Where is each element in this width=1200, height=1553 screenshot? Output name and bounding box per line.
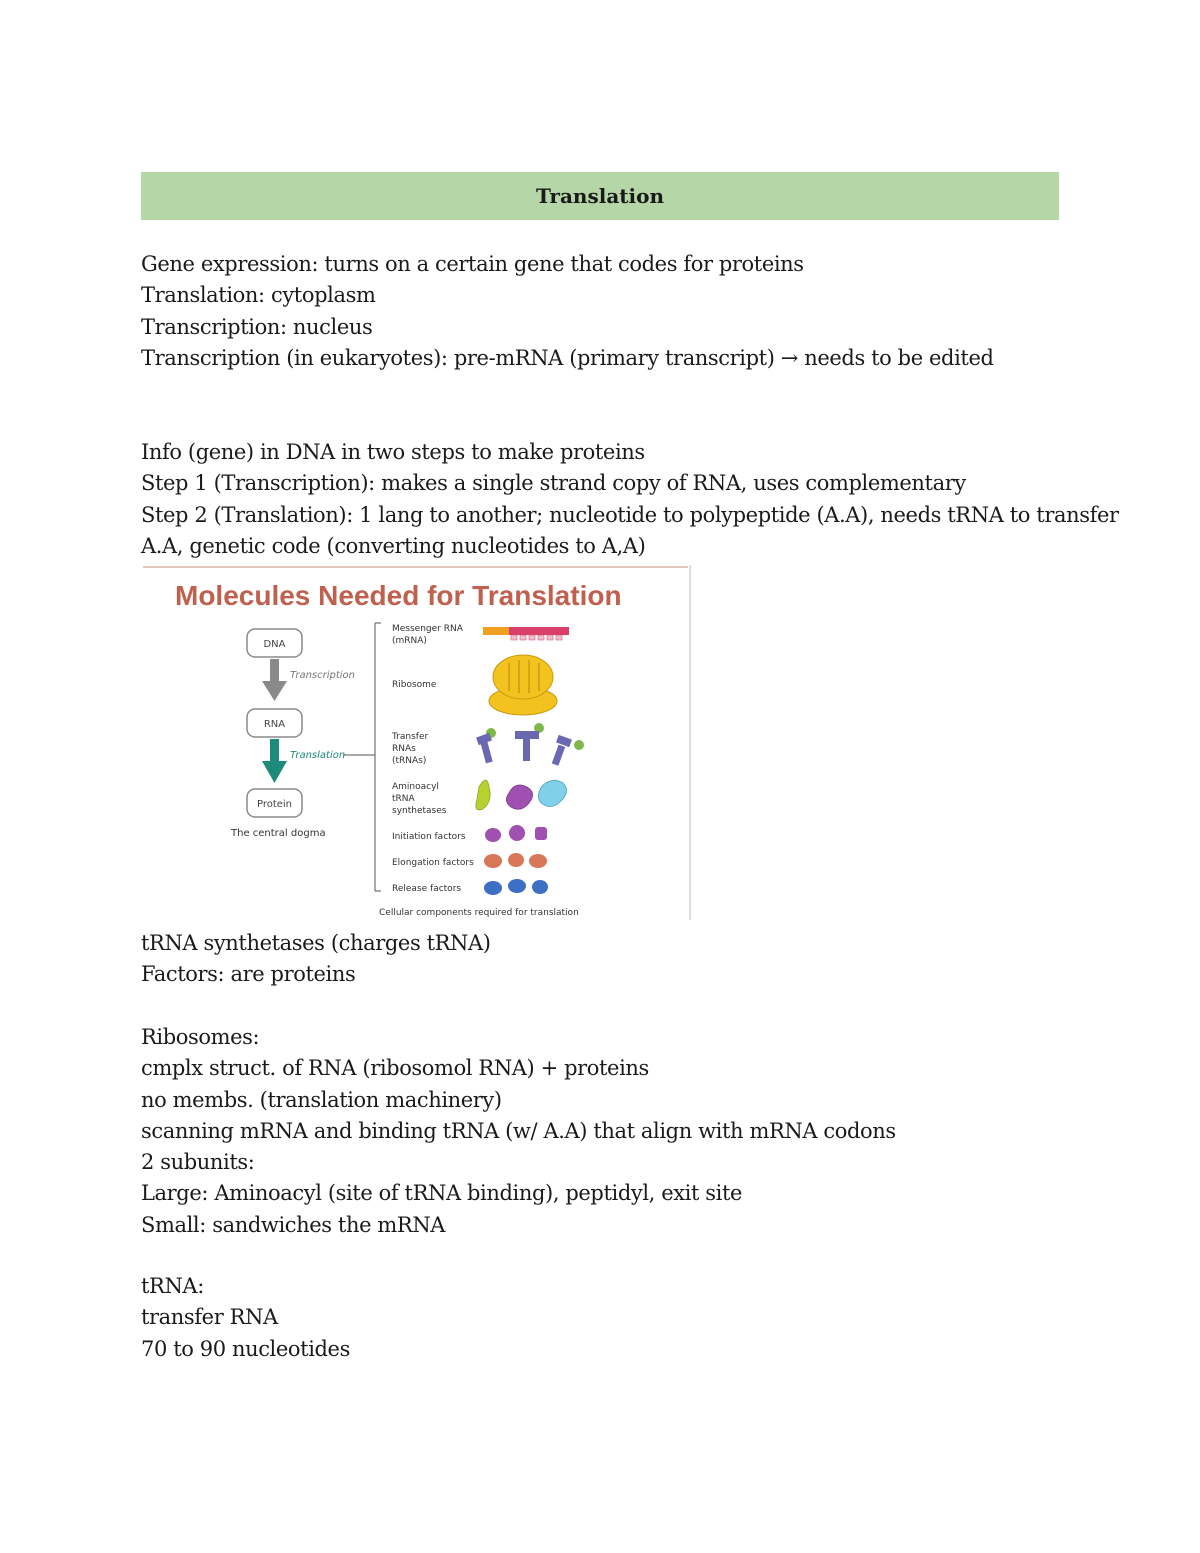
figure-title: Molecules Needed for Translation xyxy=(175,580,622,611)
text-line: Large: Aminoacyl (site of tRNA binding), peptidyl, exit site xyxy=(141,1181,743,1206)
title-banner xyxy=(141,172,1059,220)
ribosome-label: Ribosome xyxy=(392,680,437,690)
text-line: tRNA synthetases (charges tRNA) xyxy=(141,931,491,955)
text-line: no membs. (translation machinery) xyxy=(141,1087,502,1112)
elongation-factors-icon xyxy=(484,853,547,868)
text-line: Ribosomes: xyxy=(141,1025,260,1049)
page-title: Translation xyxy=(536,184,664,208)
notes-section-synthetases xyxy=(141,928,491,991)
release-factors-label: Release factors xyxy=(392,884,462,894)
ribosome-icon xyxy=(489,655,557,715)
release-factors-icon xyxy=(484,879,548,895)
components-caption: Cellular components required for translation xyxy=(379,908,579,918)
translation-arrow-shaft xyxy=(270,739,279,761)
text-line: Small: sandwiches the mRNA xyxy=(141,1212,446,1237)
text-line: 70 to 90 nucleotides xyxy=(141,1336,350,1361)
text-line: scanning mRNA and binding tRNA (w/ A.A) that align with mRNA codons xyxy=(141,1118,896,1143)
text-line: transfer RNA xyxy=(141,1305,278,1330)
notes-section-trna xyxy=(141,1271,350,1365)
text-line: Factors: are proteins xyxy=(141,962,356,987)
trna-label-line2: RNAs xyxy=(392,744,416,754)
transcription-arrow-shaft xyxy=(270,659,279,681)
text-line: Step 1 (Transcription): makes a single strand copy of RNA, uses complementary xyxy=(141,471,966,496)
synthetase-label-line1: Aminoacyl xyxy=(392,782,439,792)
text-line: Transcription (in eukaryotes): pre-mRNA (primary transcript) → needs to be edited xyxy=(141,345,994,370)
text-line: Gene expression: turns on a certain gene that codes for proteins xyxy=(141,252,804,276)
text-line: A.A, genetic code (converting nucleotides to A,A) xyxy=(141,533,646,558)
notes-section-steps xyxy=(141,437,1119,562)
elongation-factors-label: Elongation factors xyxy=(392,858,474,868)
trna-label-line1: Transfer xyxy=(392,732,429,742)
text-line: Translation: cytoplasm xyxy=(141,283,376,308)
trna-label-line3: (tRNAs) xyxy=(392,756,427,766)
text-line: cmplx struct. of RNA (ribosomol RNA) + proteins xyxy=(141,1056,649,1081)
translation-label: Translation xyxy=(290,750,346,761)
text-line: Transcription: nucleus xyxy=(141,314,373,339)
mrna-label-line2: (mRNA) xyxy=(392,636,427,646)
dna-label: DNA xyxy=(263,639,286,650)
central-dogma-caption: The central dogma xyxy=(231,828,326,839)
translation-molecules-figure xyxy=(143,565,701,920)
notes-section-expression xyxy=(141,249,994,374)
text-line: tRNA: xyxy=(141,1274,204,1298)
synthetase-label-line2: tRNA xyxy=(392,794,415,804)
text-line: Step 2 (Translation): 1 lang to another; nucleotide to polypeptide (A.A), needs tRNA to transfer xyxy=(141,502,1119,527)
mrna-label-line1: Messenger RNA xyxy=(392,624,463,634)
rna-label: RNA xyxy=(263,719,286,730)
text-line: 2 subunits: xyxy=(141,1150,255,1175)
synthetase-label-line3: synthetases xyxy=(392,806,447,816)
notes-section-ribosomes xyxy=(141,1022,896,1241)
initiation-factors-label: Initiation factors xyxy=(392,832,466,842)
transcription-label: Transcription xyxy=(290,670,356,681)
protein-label: Protein xyxy=(256,799,293,810)
text-line: Info (gene) in DNA in two steps to make proteins xyxy=(141,440,645,464)
